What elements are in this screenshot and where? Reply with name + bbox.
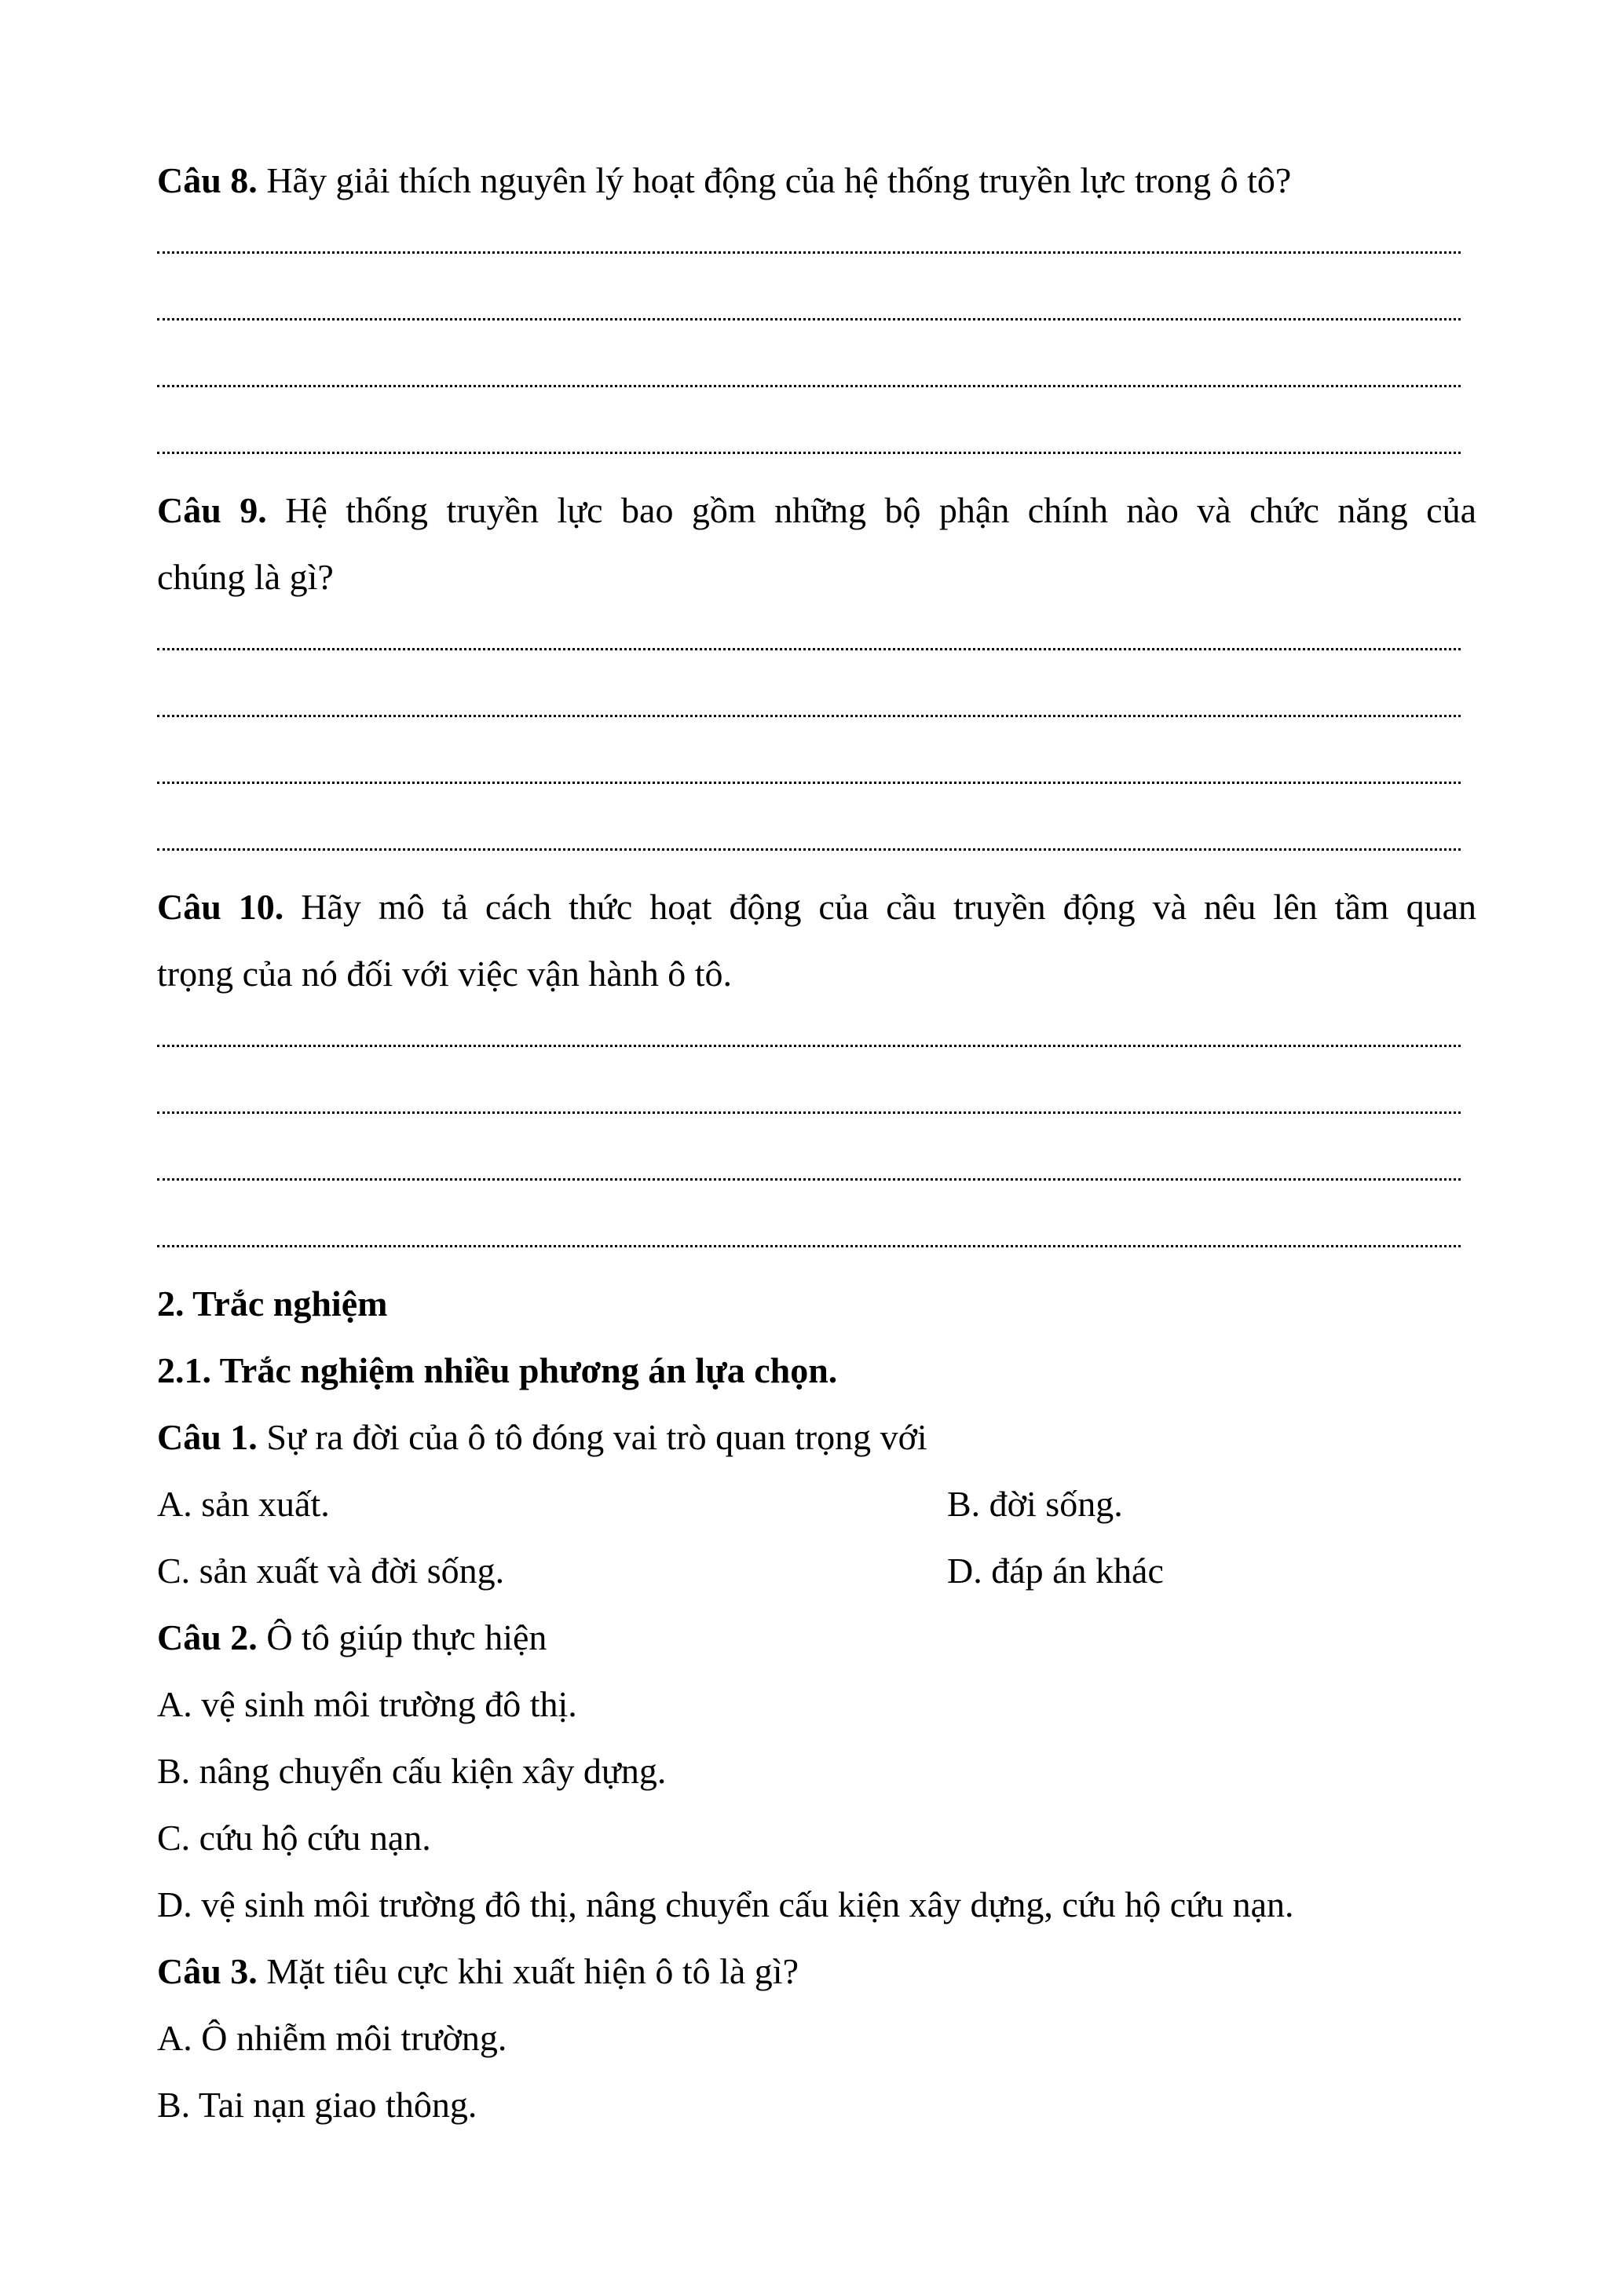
option-c[interactable]: C. cứu hộ cứu nạn. [157,1818,431,1858]
question-text: trọng của nó đối với việc vận hành ô tô. [157,954,733,994]
answer-line[interactable] [157,1045,1461,1047]
question-9 [157,487,1476,534]
answer-line[interactable] [157,782,1461,784]
question-label: Câu 8. [157,160,258,200]
question-label: Câu 10. [157,887,284,927]
option-a[interactable]: A. sản xuất. [157,1484,330,1524]
option-c[interactable]: C. sản xuất và đời sống. [157,1551,505,1591]
answer-line[interactable] [157,1178,1461,1181]
answer-line[interactable] [157,848,1461,851]
answer-line[interactable] [157,715,1461,717]
mcq-question-2 [157,1614,1476,1661]
answer-line[interactable] [157,1111,1461,1114]
mcq-option-row [157,1547,1476,1595]
question-label: Câu 2. [157,1617,258,1657]
section-subheading-text: 2.1. Trắc nghiệm nhiều phương án lựa chọn. [157,1350,838,1390]
question-text: chúng là gì? [157,557,334,597]
question-text: Hãy giải thích nguyên lý hoạt động của hệ thống truyền lực trong ô tô? [266,160,1292,200]
option-b[interactable]: B. Tai nạn giao thông. [157,2085,477,2125]
mcq-option-row [157,1481,1476,1528]
option-a[interactable]: A. vệ sinh môi trường đô thị. [157,1684,577,1724]
question-text: Sự ra đời của ô tô đóng vai trò quan trọng với [266,1417,927,1457]
question-8 [157,157,1476,204]
question-label: Câu 1. [157,1417,258,1457]
option-d[interactable]: D. đáp án khác [947,1551,1164,1591]
option-b[interactable]: B. nâng chuyển cấu kiện xây dựng. [157,1751,667,1791]
answer-line[interactable] [157,251,1461,254]
option-a[interactable]: A. Ô nhiễm môi trường. [157,2018,507,2058]
section-heading-text: 2. Trắc nghiệm [157,1283,388,1324]
question-9-continued [157,554,1476,601]
question-label: Câu 3. [157,1951,258,1991]
question-text: Hệ thống truyền lực bao gồm những bộ phận chính nào và chức năng của [285,490,1477,530]
option-b[interactable]: B. đời sống. [947,1484,1123,1524]
question-text: Ô tô giúp thực hiện [266,1617,547,1657]
section-heading [157,1280,1476,1327]
mcq-question-3 [157,1948,1476,1995]
mcq-question-1 [157,1414,1476,1461]
question-text: Mặt tiêu cực khi xuất hiện ô tô là gì? [266,1951,799,1991]
answer-line[interactable] [157,648,1461,650]
answer-line[interactable] [157,1245,1461,1247]
answer-line[interactable] [157,385,1461,387]
option-d[interactable]: D. vệ sinh môi trường đô thị, nâng chuyển cấu kiện xây dựng, cứu hộ cứu nạn. [157,1884,1294,1924]
answer-line[interactable] [157,318,1461,320]
section-subheading [157,1347,1476,1394]
question-label: Câu 9. [157,490,267,530]
question-10 [157,884,1476,931]
question-10-continued [157,950,1476,998]
question-text: Hãy mô tả cách thức hoạt động của cầu truyền động và nêu lên tầm quan [301,887,1476,927]
answer-line[interactable] [157,452,1461,454]
